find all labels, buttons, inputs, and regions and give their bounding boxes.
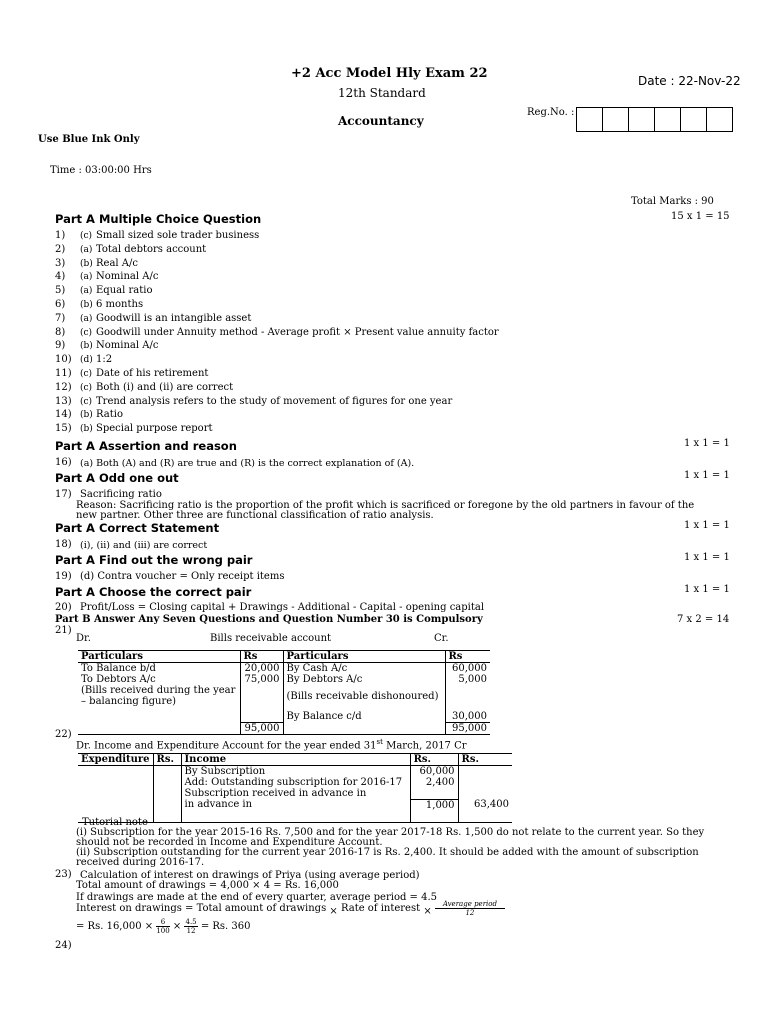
mcq-answer-row [55, 339, 158, 353]
section-marks-choose: 1 x 1 = 1 [684, 584, 730, 595]
answer-text: 6 months [96, 299, 144, 310]
fraction-denominator: 12 [465, 909, 475, 917]
exam-title: +2 Acc Model Hly Exam 22 [291, 66, 488, 81]
section-marks-odd: 1 x 1 = 1 [684, 470, 730, 481]
answer-option: (b) [80, 341, 93, 352]
question-number: 5) [55, 285, 66, 297]
question-number: 4) [55, 271, 66, 283]
income-amount: 2,400 [410, 777, 458, 788]
answer-text: Nominal A/c [96, 340, 159, 352]
q23-line [76, 900, 505, 917]
question-number: 8) [55, 326, 66, 338]
section-title-wrong: Part A Find out the wrong pair [55, 553, 253, 567]
question-number: 15) [55, 423, 72, 435]
answer-text: Trend analysis refers to the study of movement of figures for one year [96, 395, 453, 407]
answer-text: Goodwill under Annuity method - Average profit × Present value annuity factor [96, 326, 499, 338]
answer-option: (d) [80, 355, 93, 366]
debit-amount: 20,000 [240, 663, 283, 675]
times-symbol: × [144, 921, 154, 932]
question-number: 10) [55, 354, 72, 366]
debit-particular: To Balance b/d [78, 663, 240, 675]
mcq-answer-row [55, 422, 213, 436]
times-symbol: × [423, 906, 432, 917]
answer-text: Both (i) and (ii) are correct [96, 381, 234, 393]
question-number: 14) [55, 409, 72, 421]
col-header: Particulars [283, 651, 445, 663]
question-number: 19) [55, 571, 72, 582]
q23-text: Interest on drawings = Total amount of drawings [76, 903, 327, 914]
question-number: 23) [55, 869, 72, 880]
total-amount: 95,000 [452, 723, 487, 734]
mcq-answer-row [55, 367, 208, 381]
fraction-denominator: 100 [156, 927, 170, 935]
note-line: (i) Subscription for the year 2015-16 Rs. 7,500 and for the year 2017-18 Rs. 1,500 do not relate to the current year. So they [76, 827, 705, 838]
regno-box[interactable] [603, 108, 629, 131]
dr-label: Dr. [76, 633, 91, 644]
mcq-answer-row [55, 381, 233, 395]
total-marks: Total Marks : 90 [631, 196, 714, 207]
col-header: Rs [240, 651, 283, 663]
account-title: Bills receivable account [210, 633, 332, 644]
fraction-denominator: 12 [186, 927, 196, 935]
standard-label: 12th Standard [338, 86, 426, 100]
credit-particular: By Cash A/c [283, 663, 445, 675]
credit-amount: 5,000 [458, 674, 487, 685]
credit-amount: 30,000 [445, 707, 490, 723]
tutorial-note-title: Tutorial note [82, 817, 148, 828]
total-amount: 95,000 [240, 723, 283, 735]
regno-box[interactable] [577, 108, 603, 131]
exam-date: Date : 22-Nov-22 [638, 74, 741, 88]
fraction-numerator: 6 [156, 918, 169, 927]
question-number: 21) [55, 625, 72, 636]
choose-answer: Profit/Loss = Closing capital + Drawings - Additional - Capital - opening capital [80, 602, 485, 613]
answer-option: (c) [80, 231, 93, 241]
rate-fraction [156, 918, 169, 935]
col-header: Rs [448, 651, 463, 662]
section-title-assertion: Part A Assertion and reason [55, 439, 237, 453]
section-title-correct: Part A Correct Statement [55, 521, 220, 535]
ink-note: Use Blue Ink Only [38, 134, 140, 145]
question-number: 13) [55, 395, 72, 407]
col-header: Expenditure [78, 754, 153, 766]
exam-time: Time : 03:00:00 Hrs [50, 165, 152, 176]
heading-text: Dr. Income and Expenditure Account for the year ended 31 [76, 740, 377, 752]
debit-particular: (Bills received during the year – balancing figure) [78, 685, 240, 707]
account-heading [76, 737, 467, 751]
answer-option: (a) [80, 244, 93, 255]
answer-text: Total debtors account [96, 243, 207, 255]
average-period-fraction [435, 900, 505, 917]
question-number: 11) [55, 368, 72, 379]
regno-boxes[interactable] [576, 107, 733, 132]
fraction-numerator: Average period [435, 900, 505, 909]
question-number: 22) [55, 729, 72, 740]
q23-text: Rate of interest [340, 903, 421, 914]
note-line: (ii) Subscription outstanding for the current year 2016-17 is Rs. 2,400. It should be added with the amount of subscription [76, 847, 699, 858]
fraction-numerator: 4.5 [185, 918, 197, 926]
regno-box[interactable] [629, 108, 655, 131]
answer-text: Date of his retirement [96, 368, 209, 379]
regno-box[interactable] [707, 108, 732, 131]
debit-amount: 75,000 [240, 674, 283, 685]
credit-amount: 60,000 [452, 663, 487, 674]
q23-line [76, 880, 339, 891]
section-marks-assertion: 1 x 1 = 1 [684, 438, 730, 449]
income-line: Add: Outstanding subscription for 2016-17 [181, 777, 410, 788]
times-symbol: × [252, 880, 261, 891]
answer-option: (a) [80, 313, 93, 324]
odd-reason-line: new partner. Other three are functional classification of ratio analysis. [76, 510, 434, 521]
credit-particular: By Balance c/d [283, 707, 445, 723]
income-expenditure-table [78, 753, 512, 823]
answer-text: Ratio [96, 409, 123, 421]
answer-text: Goodwill is an intangible asset [96, 312, 252, 324]
answer-option: (b) [80, 300, 93, 310]
answer-text: Equal ratio [96, 285, 153, 297]
mcq-answer-row [55, 284, 152, 298]
answer-option: (c) [80, 396, 93, 407]
question-number: 6) [55, 299, 66, 310]
q23-text: = Rs. 16,000 [76, 921, 142, 932]
answer-text: Nominal A/c [96, 271, 159, 283]
income-total: 63,400 [474, 799, 509, 810]
question-number: 7) [55, 312, 66, 324]
regno-box[interactable] [655, 108, 681, 131]
section-title-odd: Part A Odd one out [55, 471, 179, 485]
answer-text: Real A/c [96, 257, 138, 269]
cr-label: Cr. [434, 633, 449, 644]
answer-option: (a) [80, 272, 93, 283]
question-number: 20) [55, 602, 72, 613]
income-line: By Subscription [181, 766, 410, 778]
question-number: 9) [55, 340, 66, 352]
question-number: 24) [55, 940, 72, 951]
wrong-answer: (d) Contra voucher = Only receipt items [80, 571, 285, 582]
question-number: 12) [55, 381, 72, 393]
q23-line [76, 918, 250, 935]
section-title-partb: Part B Answer Any Seven Questions and Question Number 30 is Compulsory [55, 614, 483, 625]
mcq-answer-row [55, 229, 259, 243]
regno-label: Reg.No. : [527, 107, 575, 118]
q23-text: Total amount of drawings = 4,000 [76, 880, 249, 891]
mcq-answer-row [55, 243, 206, 257]
period-fraction [184, 918, 197, 935]
question-number: 2) [55, 243, 66, 255]
col-header: Particulars [78, 651, 240, 663]
mcq-answer-row [55, 395, 452, 409]
answer-text: Small sized sole trader business [96, 230, 260, 241]
question-number: 1) [55, 230, 66, 241]
answer-option: (b) [80, 258, 93, 269]
assertion-answer: (a) Both (A) and (R) are true and (R) is the correct explanation of (A). [80, 458, 415, 469]
times-symbol: × [329, 906, 338, 917]
mcq-answer-row [55, 353, 112, 367]
answer-option: (c) [80, 327, 93, 338]
section-title-mcq: Part A Multiple Choice Question [55, 212, 262, 226]
question-number: 17) [55, 489, 72, 500]
answer-option: (c) [80, 382, 93, 393]
answer-text: Special purpose report [96, 423, 213, 435]
odd-answer: Sacrificing ratio [80, 489, 162, 500]
answer-option: (b) [80, 424, 93, 435]
section-marks-wrong: 1 x 1 = 1 [684, 552, 730, 563]
answer-option: (a) [80, 286, 93, 297]
section-title-choose: Part A Choose the correct pair [55, 585, 252, 599]
times-symbol: × [172, 921, 182, 932]
answer-option: (b) [80, 410, 93, 421]
income-amount: 1,000 [410, 799, 458, 811]
heading-tail: March, 2017 Cr [382, 740, 467, 752]
bills-receivable-table [78, 650, 490, 735]
q23-text: 4 = Rs. 16,000 [263, 880, 339, 891]
debit-particular: To Debtors A/c [78, 674, 240, 685]
note-line: received during 2016-17. [76, 857, 205, 868]
col-header: Rs. [461, 754, 479, 765]
income-amount: 60,000 [410, 766, 458, 778]
note-line: should not be recorded in Income and Expenditure Account. [76, 837, 383, 848]
answer-text: 1:2 [96, 354, 113, 366]
income-line: Subscription received in advance in [181, 788, 410, 799]
subject-title: Accountancy [338, 114, 424, 128]
income-line: in advance in [181, 799, 410, 811]
mcq-answer-row [55, 257, 138, 271]
correct-answer: (i), (ii) and (iii) are correct [80, 540, 208, 551]
mcq-answer-row [55, 312, 251, 326]
question-number: 18) [55, 539, 72, 550]
question-number: 3) [55, 257, 66, 269]
answer-option: (c) [80, 369, 93, 379]
section-marks-partb: 7 x 2 = 14 [677, 614, 730, 625]
heading-sup: st [376, 738, 383, 746]
col-header: Income [181, 754, 410, 766]
credit-particular: By Debtors A/c [283, 674, 445, 685]
col-header: Rs. [410, 754, 458, 766]
q23-line: If drawings are made at the end of every quarter, average period = 4.5 [76, 892, 438, 903]
section-marks-mcq: 15 x 1 = 15 [671, 211, 730, 222]
question-number: 16) [55, 457, 72, 468]
q23-line: Calculation of interest on drawings of Priya (using average period) [80, 870, 420, 881]
mcq-answer-row [55, 326, 499, 340]
mcq-answer-row [55, 298, 143, 312]
col-header: Rs. [153, 754, 181, 766]
section-marks-correct: 1 x 1 = 1 [684, 520, 730, 531]
mcq-answer-row [55, 408, 123, 422]
mcq-answer-row [55, 270, 158, 284]
regno-box[interactable] [681, 108, 707, 131]
q23-text: = Rs. 360 [200, 921, 251, 932]
odd-reason-line: Reason: Sacrificing ratio is the proportion of the profit which is sacrificed or foregone by the old partners in favour of the [76, 500, 695, 511]
credit-particular: (Bills receivable dishonoured) [283, 685, 445, 707]
